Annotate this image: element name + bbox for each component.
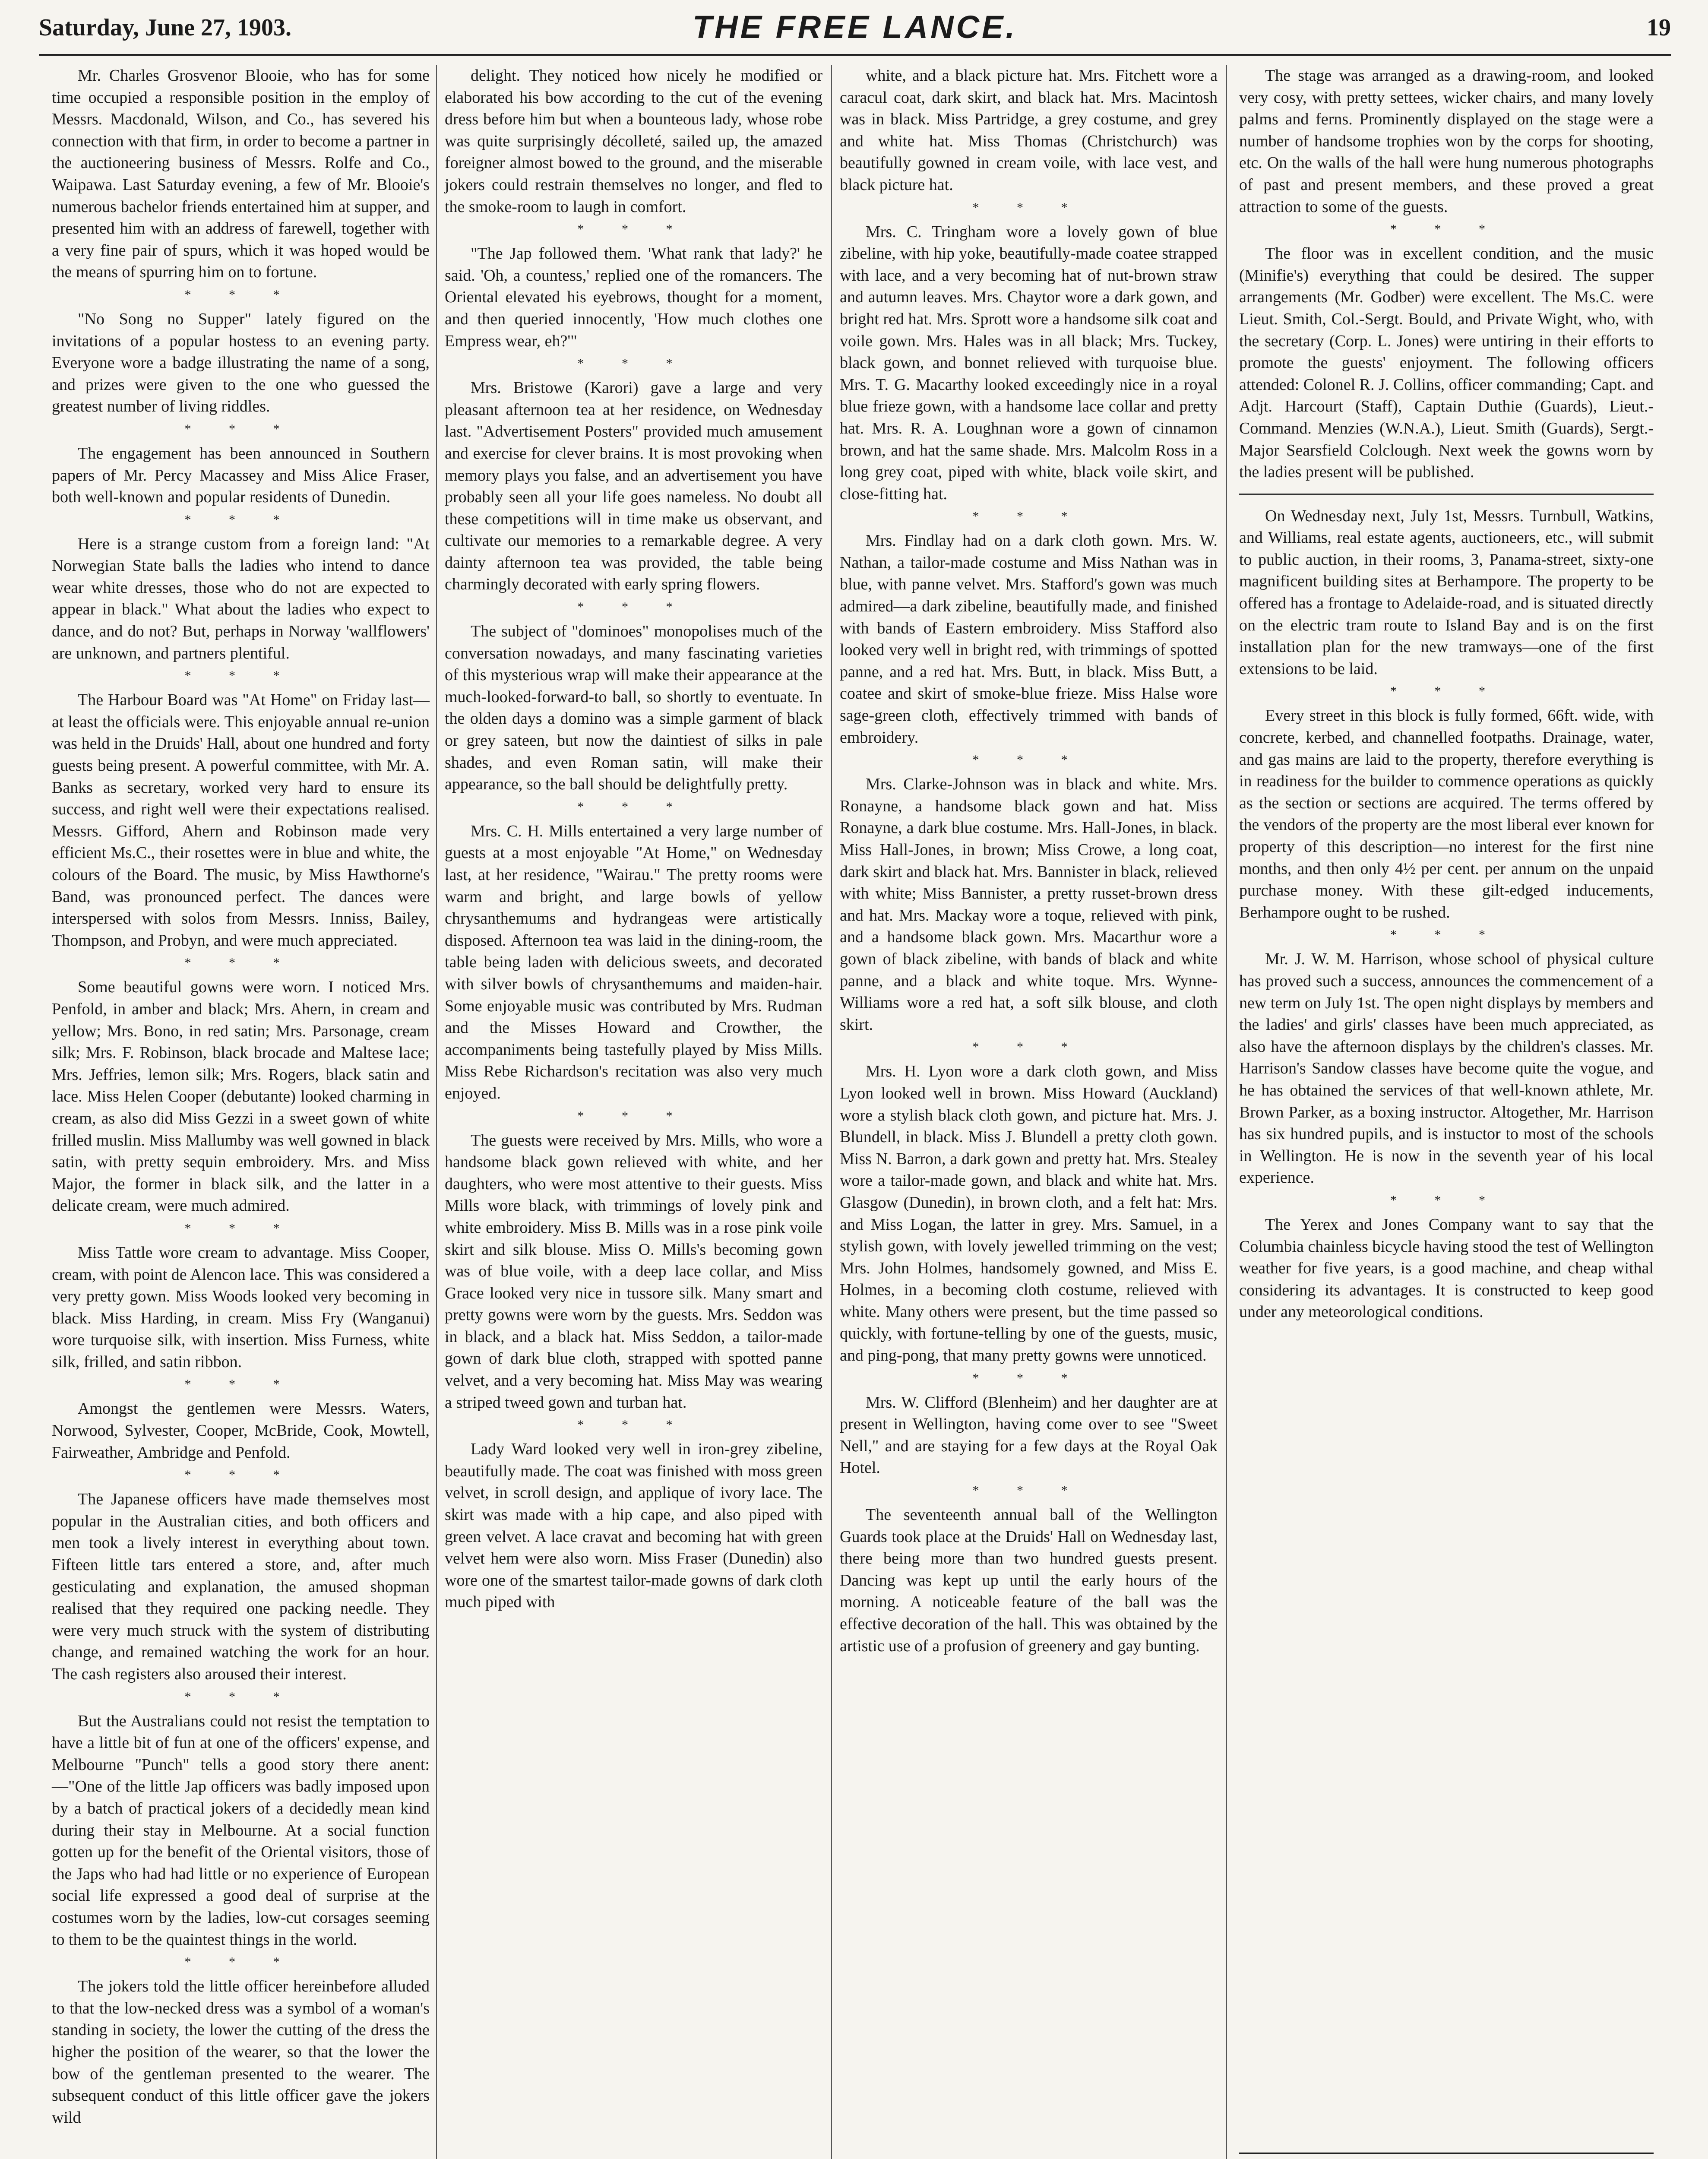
separator: * * * bbox=[577, 600, 690, 614]
paragraph: Mrs. W. Clifford (Blenheim) and her daughter are at present in Wellington, having come over to see "Sweet Nell," and are staying for a few days at the Royal Oak Hotel. bbox=[840, 1393, 1218, 1477]
column-divider bbox=[1226, 65, 1227, 2159]
ad-rule bbox=[1239, 2153, 1654, 2154]
paragraph: white, and a black picture hat. Mrs. Fitchett wore a caracul coat, dark skirt, and black hat. Mrs. Macintosh was in black. Miss Partridge, a grey costume, and grey and white hat. Miss Thomas (Christchurch) was beautifully gowned in cream voile, with lace vest, and black picture hat. bbox=[840, 66, 1218, 194]
paragraph: Some beautiful gowns were worn. I noticed Mrs. Penfold, in amber and black; Mrs. Ahern, in cream and yellow; Mrs. Bono, in red satin; Mrs. Parsonage, cream silk; Mrs. F. Robinson, black brocade and Maltese lace; Mrs. Jeffries, lemon silk; Mrs. Rogers, black satin and lace. Miss Helen Cooper (debutante) looked charming in cream, as also did Miss Gezzi in a sweet gown of white frilled muslin. Miss Mallumby was well gowned in black satin, with pretty sequin embroidery. Mrs. and Miss Major, the former in black silk, and the latter in a delicate cream, were much admired. bbox=[52, 978, 430, 1215]
column-divider bbox=[831, 65, 832, 2159]
separator: * * * bbox=[577, 799, 690, 814]
paragraph: "The Jap followed them. 'What rank that lady?' he said. 'Oh, a countess,' replied one of the romancers. The Oriental elevated his eyebrows, thought for a moment, and then queried innocently, 'How much clothes one Empress wear, eh?'" bbox=[445, 244, 822, 350]
paragraph: Lady Ward looked very well in iron-grey zibeline, beautifully made. The coat was finished with moss green velvet, in scroll design, and applique of ivory lace. The skirt was made with a hip cape, and also piped with green velvet. A lace cravat and becoming hat with green velvet hem were also worn. Miss Fraser (Dunedin) also wore one of the smartest tailor-made gowns of dark cloth much piped with bbox=[445, 1440, 822, 1611]
separator: * * * bbox=[1390, 928, 1502, 942]
paragraph: Mrs. H. Lyon wore a dark cloth gown, and Miss Lyon looked well in brown. Miss Howard (Auckland) wore a stylish black cloth gown, and picture hat. Mrs. J. Blundell, in black. Miss J. Blundell a pretty cloth gown. Miss N. Barron, a dark gown and pretty hat. Mrs. Stealey wore a tailor-made gown, and black and white hat. Mrs. Glasgow (Dunedin), in brown cloth, and a felt hat: Mrs. and Miss Logan, the latter in grey. Mrs. Samuel, in a stylish gown, with lovely jewelled trimming on the vest; Mrs. John Holmes, handsomely gowned, and Miss E. Holmes, in a becoming cloth costume, relieved with white. Many others were present, but the time passed so quickly, with fortune-telling by one of the guests, music, and ping-pong, that many pretty gowns were unnoticed. bbox=[840, 1062, 1218, 1365]
paragraph: The seventeenth annual ball of the Wellington Guards took place at the Druids' Hall on Wednesday last, there being more than two hundred guests present. Dancing was kept up until the early hours of the morning. A noticeable feature of the ball was the effective decoration of the hall. This was obtained by the artistic use of a profusion of greenery and gay bunting. bbox=[840, 1506, 1218, 1655]
paragraph: Mr. J. W. M. Harrison, whose school of physical culture has proved such a success, announces the commencement of a new term on July 1st. The open night displays by members and the ladies' and girls' classes have been much appreciated, as also have the afternoon displays by the children's classes. Mr. Harrison's Sandow classes have become quite the vogue, and he has obtained the services of that well-known athlete, Mr. Brown Parker, as a boxing instructor. Altogether, Mr. Harrison has six hundred pupils, and is instuctor to most of the schools in Wellington. He is now in the seventh year of his local experience. bbox=[1239, 950, 1654, 1187]
paragraph: Mrs. Findlay had on a dark cloth gown. Mrs. W. Nathan, a tailor-made costume and Miss Nathan was in blue, with panne velvet. Mrs. Stafford's gown was much admired—a dark zibeline, beautifully made, and finished with bands of Eastern embroidery. Miss Stafford also looked very well in bright red, with trimmings of spotted panne, and a red hat. Mrs. Butt, in black. Miss Butt, a coatee and skirt of smoke-blue frieze. Miss Halse wore sage-green cloth, effectively trimmed with bands of embroidery. bbox=[840, 532, 1218, 747]
separator: * * * bbox=[184, 956, 297, 970]
paragraph: Amongst the gentlemen were Messrs. Waters, Norwood, Sylvester, Cooper, McBride, Cook, Mowtell, Fairweather, Ambridge and Penfold. bbox=[52, 1399, 430, 1462]
paragraph: Mr. Charles Grosvenor Blooie, who has for some time occupied a responsible position in the employ of Messrs. Macdonald, Wilson, and Co., has severed his connection with that firm, in order to become a partner in the auctioneering business of Messrs. Rolfe and Co., Waipawa. Last Saturday evening, a few of Mr. Blooie's numerous bachelor friends entertained him at supper, and presented him with an address of farewell, together with a very fine pair of spurs, which it was hoped would be the means of spurring him on to fortune. bbox=[52, 66, 430, 282]
paragraph: The guests were received by Mrs. Mills, who wore a handsome black gown relieved with white, and her daughters, who were most attentive to their guests. Miss Mills wore black, with trimmings of lovely pink and white embroidery. Miss B. Mills was in a rose pink voile skirt and silk blouse. Miss O. Mills's becoming gown was of blue voile, with a deep lace collar, and Miss Grace looked very nice in tussore silk. Many smart and pretty gowns were worn by the guests. Mrs. Seddon was in black, and a black hat. Miss Seddon, a tailor-made gown of dark blue cloth, strapped with spotted panne velvet, and a very becoming hat. Miss May was wearing a striped tweed gown and turban hat. bbox=[445, 1131, 822, 1412]
paragraph: "No Song no Supper" lately figured on the invitations of a popular hostess to an evening party. Everyone wore a badge illustrating the name of a song, and prizes were given to the one who guessed the greatest number of living riddles. bbox=[52, 310, 430, 416]
separator: * * * bbox=[972, 753, 1085, 767]
column-divider bbox=[436, 65, 437, 2159]
paragraph: But the Australians could not resist the temptation to have a little bit of fun at one of the officers' expense, and Melbourne "Punch" tells a good story there anent:—"One of the little Jap officers was badly imposed upon by a batch of practical jokers of a decidedly mean kind during their stay in Melbourne. At a social function gotten up for the benefit of the Oriental visitors, those of the Japs who had had little or no experience of European social life expressed a good deal of surprise at the costumes worn by the ladies, low-cut corsages seeming to them to be the quaintest things in the world. bbox=[52, 1712, 430, 1949]
paragraph: The Harbour Board was "At Home" on Friday last—at least the officials were. This enjoyable annual re-union was held in the Druids' Hall, about one hundred and forty guests being present. A powerful committee, with Mr. A. Banks as secretary, worked very hard to ensure its success, and right well were their expectations realised. Messrs. Gifford, Ahern and Robinson made very efficient Ms.C., their rosettes were in blue and white, the colours of the Board. The music, by Miss Hawthorne's Band, was pronounced perfect. The dances were interspersed with solos from Messrs. Inniss, Bailey, Thompson, and Probyn, and were much appreciated. bbox=[52, 691, 430, 950]
separator: * * * bbox=[577, 1418, 690, 1432]
page-header bbox=[39, 9, 1671, 50]
separator: * * * bbox=[184, 512, 297, 527]
paragraph: Mrs. Clarke-Johnson was in black and white. Mrs. Ronayne, a handsome black gown and hat. Miss Ronayne, a dark blue costume. Mrs. Hall-Jones, in black. Miss Hall-Jones, in brown; Miss Crowe, a long coat, dark skirt and black hat. Mrs. Bannister in black, relieved with white; Miss Bannister, a pretty russet-brown dress and hat. Mrs. Mackay wore a toque, relieved with pink, and a handsome black gown. Mrs. Macarthur wore a gown of black zibeline, with bands of black and white panne, and a black and white toque. Mrs. Wynne-Williams wore a red hat, a soft silk blouse, and cloth skirt. bbox=[840, 775, 1218, 1034]
column-3 bbox=[840, 65, 1218, 1657]
separator: * * * bbox=[184, 1955, 297, 1969]
column-2 bbox=[445, 65, 822, 1613]
separator: * * * bbox=[1390, 1193, 1502, 1207]
separator: * * * bbox=[184, 668, 297, 683]
separator: * * * bbox=[184, 1221, 297, 1235]
separator: * * * bbox=[577, 356, 690, 371]
paragraph: Every street in this block is fully formed, 66ft. wide, with concrete, kerbed, and channelled footpaths. Drainage, water, and gas mains are laid to the property, therefore everything is in readiness for the builder to commence operations as quickly as the section or sections are acquired. The terms offered by the vendors of the property are the most liberal ever known for property of this description—no interest for the first nine months, and then only 4½ per cent. per annum on the unpaid purchase money. With these gilt-edged inducements, Berhampore ought to be rushed. bbox=[1239, 706, 1654, 921]
paragraph: On Wednesday next, July 1st, Messrs. Turnbull, Watkins, and Williams, real estate agents, auctioneers, etc., will submit to public auction, in their rooms, 3, Panama-street, sixty-one magnificent building sites at Berhampore. The property to be offered has a frontage to Adelaide-road, and is situated directly on the electric tram route to Island Bay and is on the first installation plan for the new tramways—one of the first extensions to be laid. bbox=[1239, 507, 1654, 678]
section-rule bbox=[1239, 494, 1654, 495]
paragraph: The jokers told the little officer hereinbefore alluded to that the low-necked dress was a symbol of a woman's standing in society, the lower the cutting of the dress the higher the position of the wearer, so that the lower the bow of the gentleman presented to the wearer. The subsequent conduct of this little officer gave the jokers wild bbox=[52, 1977, 430, 2127]
separator: * * * bbox=[972, 1371, 1085, 1385]
paragraph: Miss Tattle wore cream to advantage. Miss Cooper, cream, with point de Alencon lace. This was considered a very pretty gown. Miss Woods looked very becoming in black. Miss Harding, in cream. Miss Fry (Wanganui) wore turquoise silk, with insertion. Miss Furness, white silk, frilled, and satin ribbon. bbox=[52, 1243, 430, 1371]
separator: * * * bbox=[184, 1377, 297, 1392]
masthead: THE FREE LANCE. bbox=[693, 9, 1017, 45]
separator: * * * bbox=[1390, 684, 1502, 699]
paragraph: The Yerex and Jones Company want to say that the Columbia chainless bicycle having stood the test of Wellington weather for five years, is a good machine, and cheap withal considering its advantages. It is constructed to keep good under any meteorological conditions. bbox=[1239, 1215, 1654, 1321]
paragraph: The engagement has been announced in Southern papers of Mr. Percy Macassey and Miss Alice Fraser, both well-known and popular residents of Dunedin. bbox=[52, 444, 430, 507]
paragraph: The Japanese officers have made themselves most popular in the Australian cities, and both officers and men took a lively interest in everything about town. Fifteen little tars entered a store, and, after much gesticulating and explanation, the amused shopman realised that they required one packing needle. They were very much struck with the system of distributing change, and remained watching the work for an hour. The cash registers also aroused their interest. bbox=[52, 1490, 430, 1683]
page-number: 19 bbox=[1647, 14, 1671, 41]
separator: * * * bbox=[972, 1040, 1085, 1054]
separator: * * * bbox=[972, 509, 1085, 524]
paragraph: The stage was arranged as a drawing-room, and looked very cosy, with pretty settees, wicker chairs, and many lovely palms and ferns. Prominently displayed on the stage were a number of handsome trophies won by the corps for shooting, etc. On the walls of the hall were hung numerous photographs of past and present members, and these proved a great attraction to some of the guests. bbox=[1239, 66, 1654, 216]
column-1 bbox=[52, 65, 430, 2128]
separator: * * * bbox=[972, 1483, 1085, 1498]
paragraph: Mrs. Bristowe (Karori) gave a large and very pleasant afternoon tea at her residence, on Wednesday last. "Advertisement Posters" provided much amusement and exercise for clever brains. It is most provoking when memory plays you false, and an advertisement you have probably seen all your life goes nameless. No doubt all these competitions will in time make us observant, and cultivate our memories to a remarkable degree. A very dainty afternoon tea was provided, the table being charmingly decorated with early spring flowers. bbox=[445, 379, 822, 594]
separator: * * * bbox=[577, 1108, 690, 1123]
separator: * * * bbox=[184, 421, 297, 436]
paragraph: Mrs. C. H. Mills entertained a very large number of guests at a most enjoyable "At Home," on Wednesday last, at her residence, "Wairau." The pretty rooms were warm and bright, and large bowls of yellow chrysanthemums and hydrangeas were artistically disposed. Afternoon tea was laid in the dining-room, the table being laden with delicious sweets, and decorated with silver bowls of chrysanthemums and maiden-hair. Some enjoyable music was contributed by Mrs. Rudman and the Misses Howard and Crowther, the accompaniments being tastefully played by Miss Mills. Miss Rebe Richardson's recitation was also very much enjoyed. bbox=[445, 822, 822, 1102]
issue-date: Saturday, June 27, 1903. bbox=[39, 14, 291, 41]
separator: * * * bbox=[184, 1689, 297, 1704]
separator: * * * bbox=[184, 1468, 297, 1482]
separator: * * * bbox=[577, 222, 690, 237]
separator: * * * bbox=[1390, 222, 1502, 237]
separator: * * * bbox=[184, 287, 297, 302]
header-rule bbox=[39, 54, 1671, 56]
paragraph: Here is a strange custom from a foreign land: "At Norwegian State balls the ladies who intend to dance wear white dresses, those who do not are expected to appear in black." What about the ladies who expect to dance, and do not? But, perhaps in Norway 'wallflowers' are unknown, and partners plentiful. bbox=[52, 535, 430, 662]
separator: * * * bbox=[972, 200, 1085, 215]
paragraph: delight. They noticed how nicely he modified or elaborated his bow according to the cut of the evening dress before him but when a bounteous lady, whose robe was quite surprisingly décolleté, sailed up, the amazed foreigner almost bowed to the ground, and the miserable jokers could restrain themselves no longer, and fled to the smoke-room to laugh in comfort. bbox=[445, 66, 822, 216]
paragraph: The floor was in excellent condition, and the music (Minifie's) everything that could be desired. The supper arrangements (Mr. Godber) were excellent. The Ms.C. were Lieut. Smith, Col.-Sergt. Bould, and Private Wight, who, with the secretary (Corp. L. Jones) were untiring in their efforts to promote the guests' enjoyment. The following officers attended: Colonel R. J. Collins, officer commanding; Capt. and Adjt. Harcourt (Staff), Captain Duthie (Guards), Lieut.-Command. Menzies (W.N.A.), Lieut. Smith (Guards), Sergt.-Major Searsfield Colclough. Next week the gowns worn by the ladies present will be published. bbox=[1239, 244, 1654, 481]
paragraph: Mrs. C. Tringham wore a lovely gown of blue zibeline, with hip yoke, beautifully-made coatee strapped with lace, and a very becoming hat of nut-brown straw and autumn leaves. Mrs. Chaytor wore a dark gown, and bright red hat. Mrs. Sprott wore a handsome silk coat and voile gown. Mrs. Hales was in all black; Mrs. Tuckey, black gown, and bonnet relieved with turquoise blue. Mrs. T. G. Macarthy looked exceedingly nice in a royal blue frieze gown, with a handsome lace collar and pretty hat. Mrs. R. A. Loughnan wore a gown of cinnamon brown, and hat the same shade. Mrs. Malcolm Ross in a long grey coat, piped with white, black voile skirt, and close-fitting hat. bbox=[840, 222, 1218, 503]
paragraph: The subject of "dominoes" monopolises much of the conversation nowadays, and many fascinating varieties of this mysterious wrap will make their appearance at the much-looked-forward-to ball, so shortly to eventuate. In the olden days a domino was a simple garment of black or grey sateen, but now the daintiest of silks in pale shades, and even Roman satin, will make their appearance, so the ball should be delightfully pretty. bbox=[445, 622, 822, 794]
column-4 bbox=[1239, 65, 1654, 1323]
